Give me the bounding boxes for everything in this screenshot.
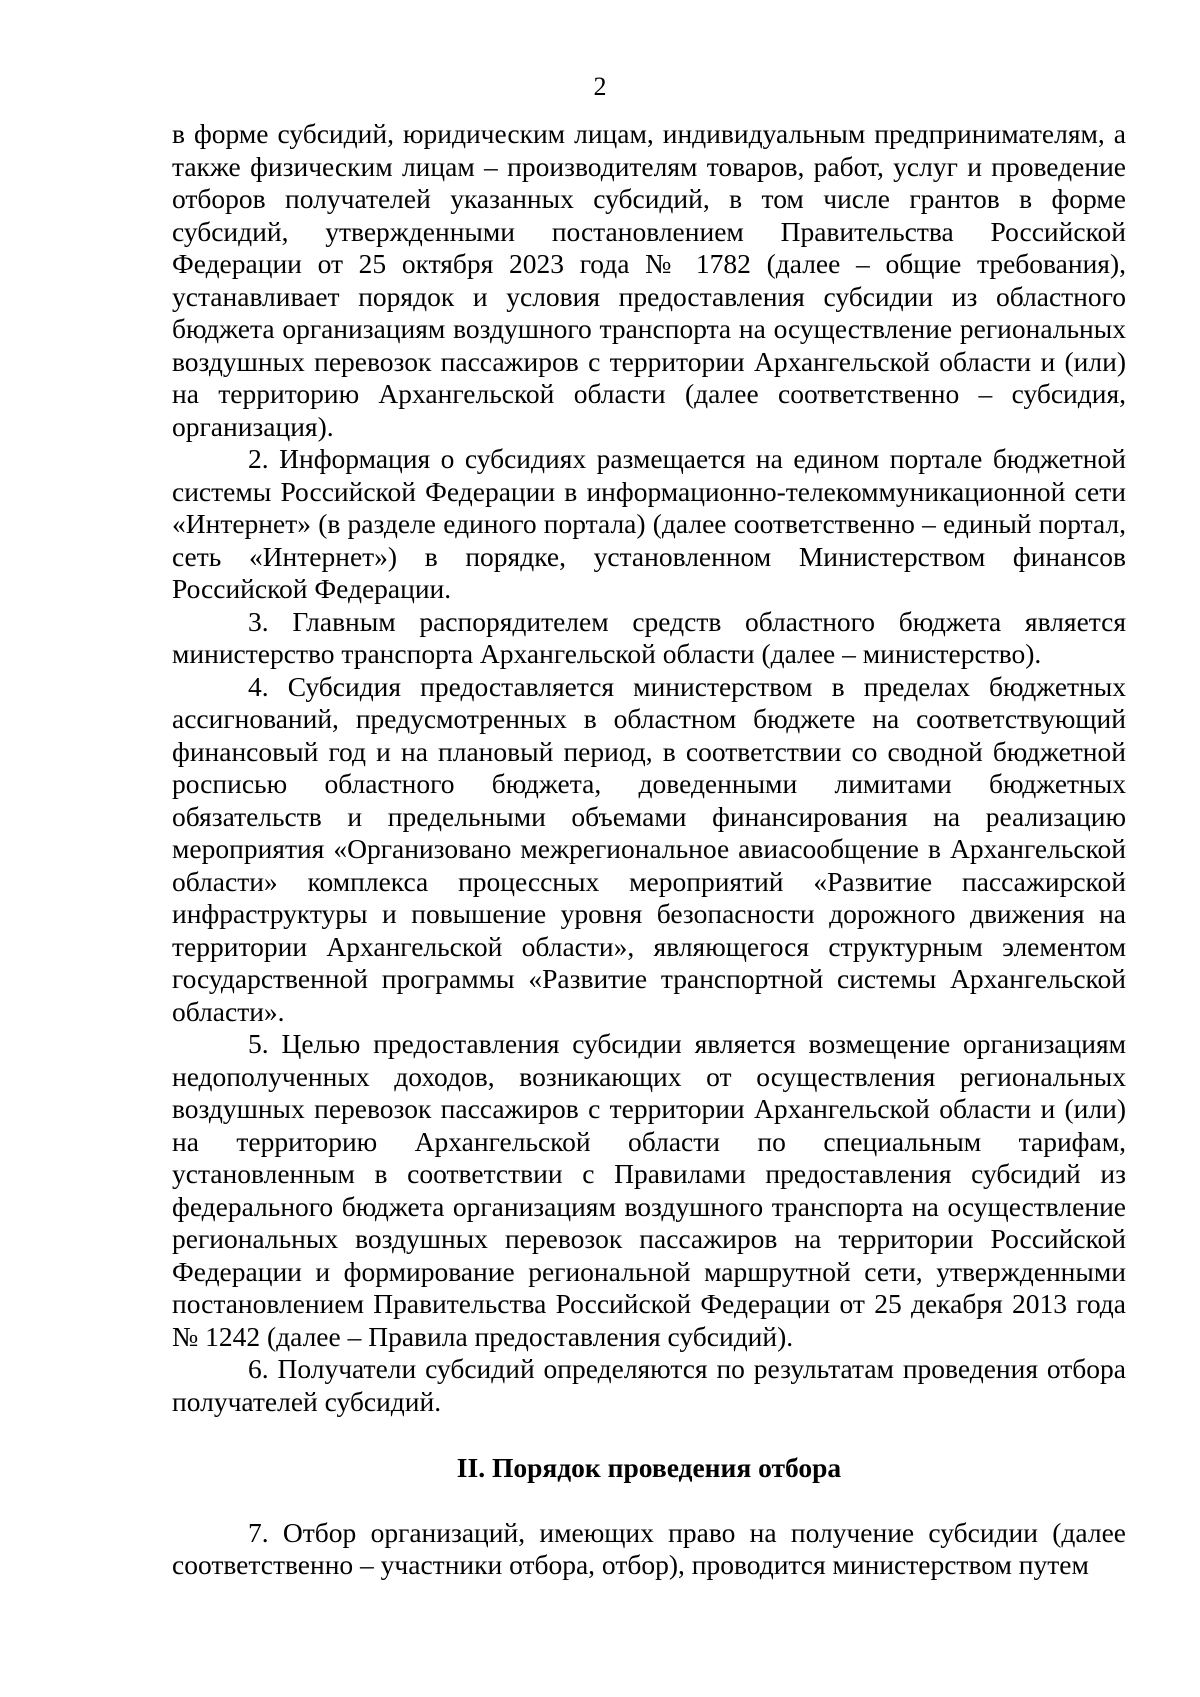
paragraph-7: 7. Отбор организаций, имеющих право на получение субсидии (далее соответственно – участники отбора, отбор), проводится министерством путем	[172, 1516, 1126, 1580]
page-number: 2	[593, 72, 607, 101]
document-body	[172, 118, 1126, 1582]
section-heading: II. Порядок проведения отбора	[456, 1452, 842, 1483]
paragraph-5: 5. Целью предоставления субсидии является возмещение организациям недополученных доходов, возникающих от осуществления региональных воздушных перевозок пассажиров с территории Архангельской области и (или) на территорию Архангельской области по специальным тарифам, установленным в соответствии с Правилами предоставления субсидий из федерального бюджета организациям воздушного транспорта на осуществление региональных воздушных перевозок пассажиров на территории Российской Федерации и формирование региональной маршрутной сети, утвержденными постановлением Правительства Российской Федерации от 25 декабря 2013 года № 1242 (далее – Правила предоставления субсидий).	[172, 1028, 1126, 1352]
paragraph-3: 3. Главным распорядителем средств областного бюджета является министерство транспорта Архангельской области (далее – министерство).	[172, 605, 1126, 669]
paragraph-2: 2. Информация о субсидиях размещается на едином портале бюджетной системы Российской Федерации в информационно-телекоммуникационной сети «Интернет» (в разделе единого портала) (далее соответственно – единый портал, сеть «Интернет») в порядке, установленном Министерством финансов Российской Федерации.	[172, 443, 1126, 604]
paragraph-6: 6. Получатели субсидий определяются по результатам проведения отбора получателей субсидий.	[172, 1353, 1126, 1417]
paragraph-continuation: в форме субсидий, юридическим лицам, индивидуальным предпринимателям, а также физическим лицам – производителям товаров, работ, услуг и проведение отборов получателей указанных субсидий, в том числе грантов в форме субсидий, утвержденными постановлением Правительства Российской Федерации от 25 октября 2023 года № 1782 (далее – общие требования), устанавливает порядок и условия предоставления субсидии из областного бюджета организациям воздушного транспорта на осуществление региональных воздушных перевозок пассажиров с территории Архангельской области и (или) на территорию Архангельской области (далее соответственно – субсидия, организация).	[172, 118, 1126, 442]
paragraph-4: 4. Субсидия предоставляется министерством в пределах бюджетных ассигнований, предусмотренных в областном бюджете на соответствующий финансовый год и на плановый период, в соответствии со сводной бюджетной росписью областного бюджета, доведенными лимитами бюджетных обязательств и предельными объемами финансирования на реализацию мероприятия «Организовано межрегиональное авиасообщение в Архангельской области» комплекса процессных мероприятий «Развитие пассажирской инфраструктуры и повышение уровня безопасности дорожного движения на территории Архангельской области», являющегося структурным элементом государственной программы «Развитие транспортной системы Архангельской области».	[172, 670, 1126, 1027]
